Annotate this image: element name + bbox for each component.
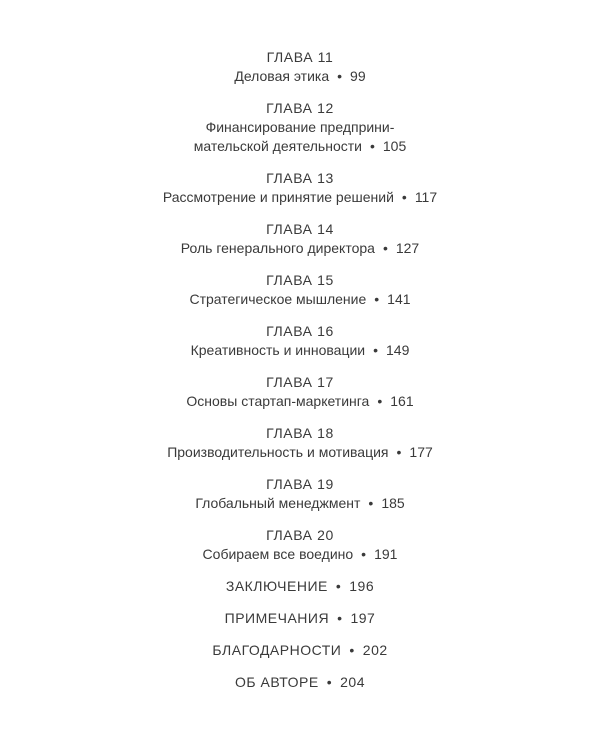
chapter-label: ГЛАВА 16 [266, 323, 334, 339]
toc-chapter-11[interactable] [0, 47, 600, 86]
toc-section-notes[interactable] [0, 608, 600, 628]
chapter-title [0, 239, 600, 258]
page-number: 191 [374, 546, 398, 562]
chapter-title [0, 188, 600, 207]
chapter-label: ГЛАВА 20 [266, 527, 334, 543]
page-number: 99 [350, 68, 366, 84]
page-number: 185 [381, 495, 405, 511]
page-number: 149 [386, 342, 410, 358]
page-number: 127 [395, 240, 420, 256]
separator-dot: • [377, 393, 383, 409]
separator-dot: • [349, 642, 355, 658]
chapter-label: ГЛАВА 11 [266, 49, 334, 65]
toc-chapter-15[interactable] [0, 270, 600, 309]
toc-section-conclusion[interactable] [0, 576, 600, 596]
separator-dot: • [337, 68, 343, 84]
chapter-title-text: Рассмотрение и принятие решений [162, 189, 394, 205]
chapter-title-text: Деловая этика [234, 68, 330, 84]
chapter-label: ГЛАВА 15 [266, 272, 334, 288]
chapter-title-text: Производительность и мотивация [167, 444, 389, 460]
chapter-title [0, 443, 600, 462]
page-number: 117 [414, 189, 438, 205]
chapter-title-text: мательской деятельности [193, 138, 362, 154]
separator-dot: • [374, 291, 380, 307]
toc-section-about-author[interactable] [0, 672, 600, 692]
separator-dot: • [401, 189, 407, 205]
chapter-title-text: Основы стартап-маркетинга [186, 393, 370, 409]
section-label: ПРИМЕЧАНИЯ [224, 610, 330, 626]
separator-dot: • [335, 578, 342, 594]
separator-dot: • [396, 444, 402, 460]
chapter-title-text: Глобальный менеджмент [195, 495, 361, 511]
page-number: 204 [340, 674, 365, 690]
toc-chapter-17[interactable] [0, 372, 600, 411]
page-number: 202 [362, 642, 388, 658]
separator-dot: • [382, 240, 388, 256]
separator-dot: • [368, 495, 374, 511]
chapter-label: ГЛАВА 17 [266, 374, 334, 390]
table-of-contents [0, 47, 600, 704]
chapter-title-text: Роль генерального директора [180, 240, 375, 256]
toc-chapter-18[interactable] [0, 423, 600, 462]
chapter-title [0, 494, 600, 513]
separator-dot: • [369, 138, 375, 154]
page-number: 161 [390, 393, 414, 409]
toc-chapter-19[interactable] [0, 474, 600, 513]
chapter-label: ГЛАВА 18 [266, 425, 334, 441]
chapter-title [0, 118, 600, 156]
chapter-title [0, 290, 600, 309]
page-number: 196 [349, 578, 375, 594]
section-label: ОБ АВТОРЕ [235, 674, 319, 690]
toc-chapter-14[interactable] [0, 219, 600, 258]
separator-dot: • [361, 546, 367, 562]
separator-dot: • [337, 610, 343, 626]
toc-chapter-20[interactable] [0, 525, 600, 564]
toc-chapter-13[interactable] [0, 168, 600, 207]
page-number: 177 [409, 444, 433, 460]
section-label: ЗАКЛЮЧЕНИЕ [225, 578, 328, 594]
separator-dot: • [373, 342, 379, 358]
chapter-title [0, 392, 600, 411]
chapter-title-text: Стратегическое мышление [189, 291, 367, 307]
section-label: БЛАГОДАРНОСТИ [212, 642, 342, 658]
page-number: 105 [382, 138, 407, 154]
toc-chapter-12[interactable] [0, 98, 600, 156]
chapter-label: ГЛАВА 12 [266, 100, 334, 116]
chapter-label: ГЛАВА 19 [266, 476, 334, 492]
chapter-title-text: Собираем все воедино [202, 546, 354, 562]
toc-chapter-16[interactable] [0, 321, 600, 360]
toc-section-acknowledgements[interactable] [0, 640, 600, 660]
separator-dot: • [326, 674, 333, 690]
chapter-title [0, 341, 600, 360]
page-number: 197 [350, 610, 376, 626]
chapter-title-line: Финансирование предприни- [205, 119, 395, 135]
page-number: 141 [387, 291, 411, 307]
chapter-title-text: Креативность и инновации [190, 342, 366, 358]
chapter-label: ГЛАВА 14 [266, 221, 334, 237]
chapter-title [0, 67, 600, 86]
chapter-title [0, 545, 600, 564]
chapter-label: ГЛАВА 13 [266, 170, 334, 186]
